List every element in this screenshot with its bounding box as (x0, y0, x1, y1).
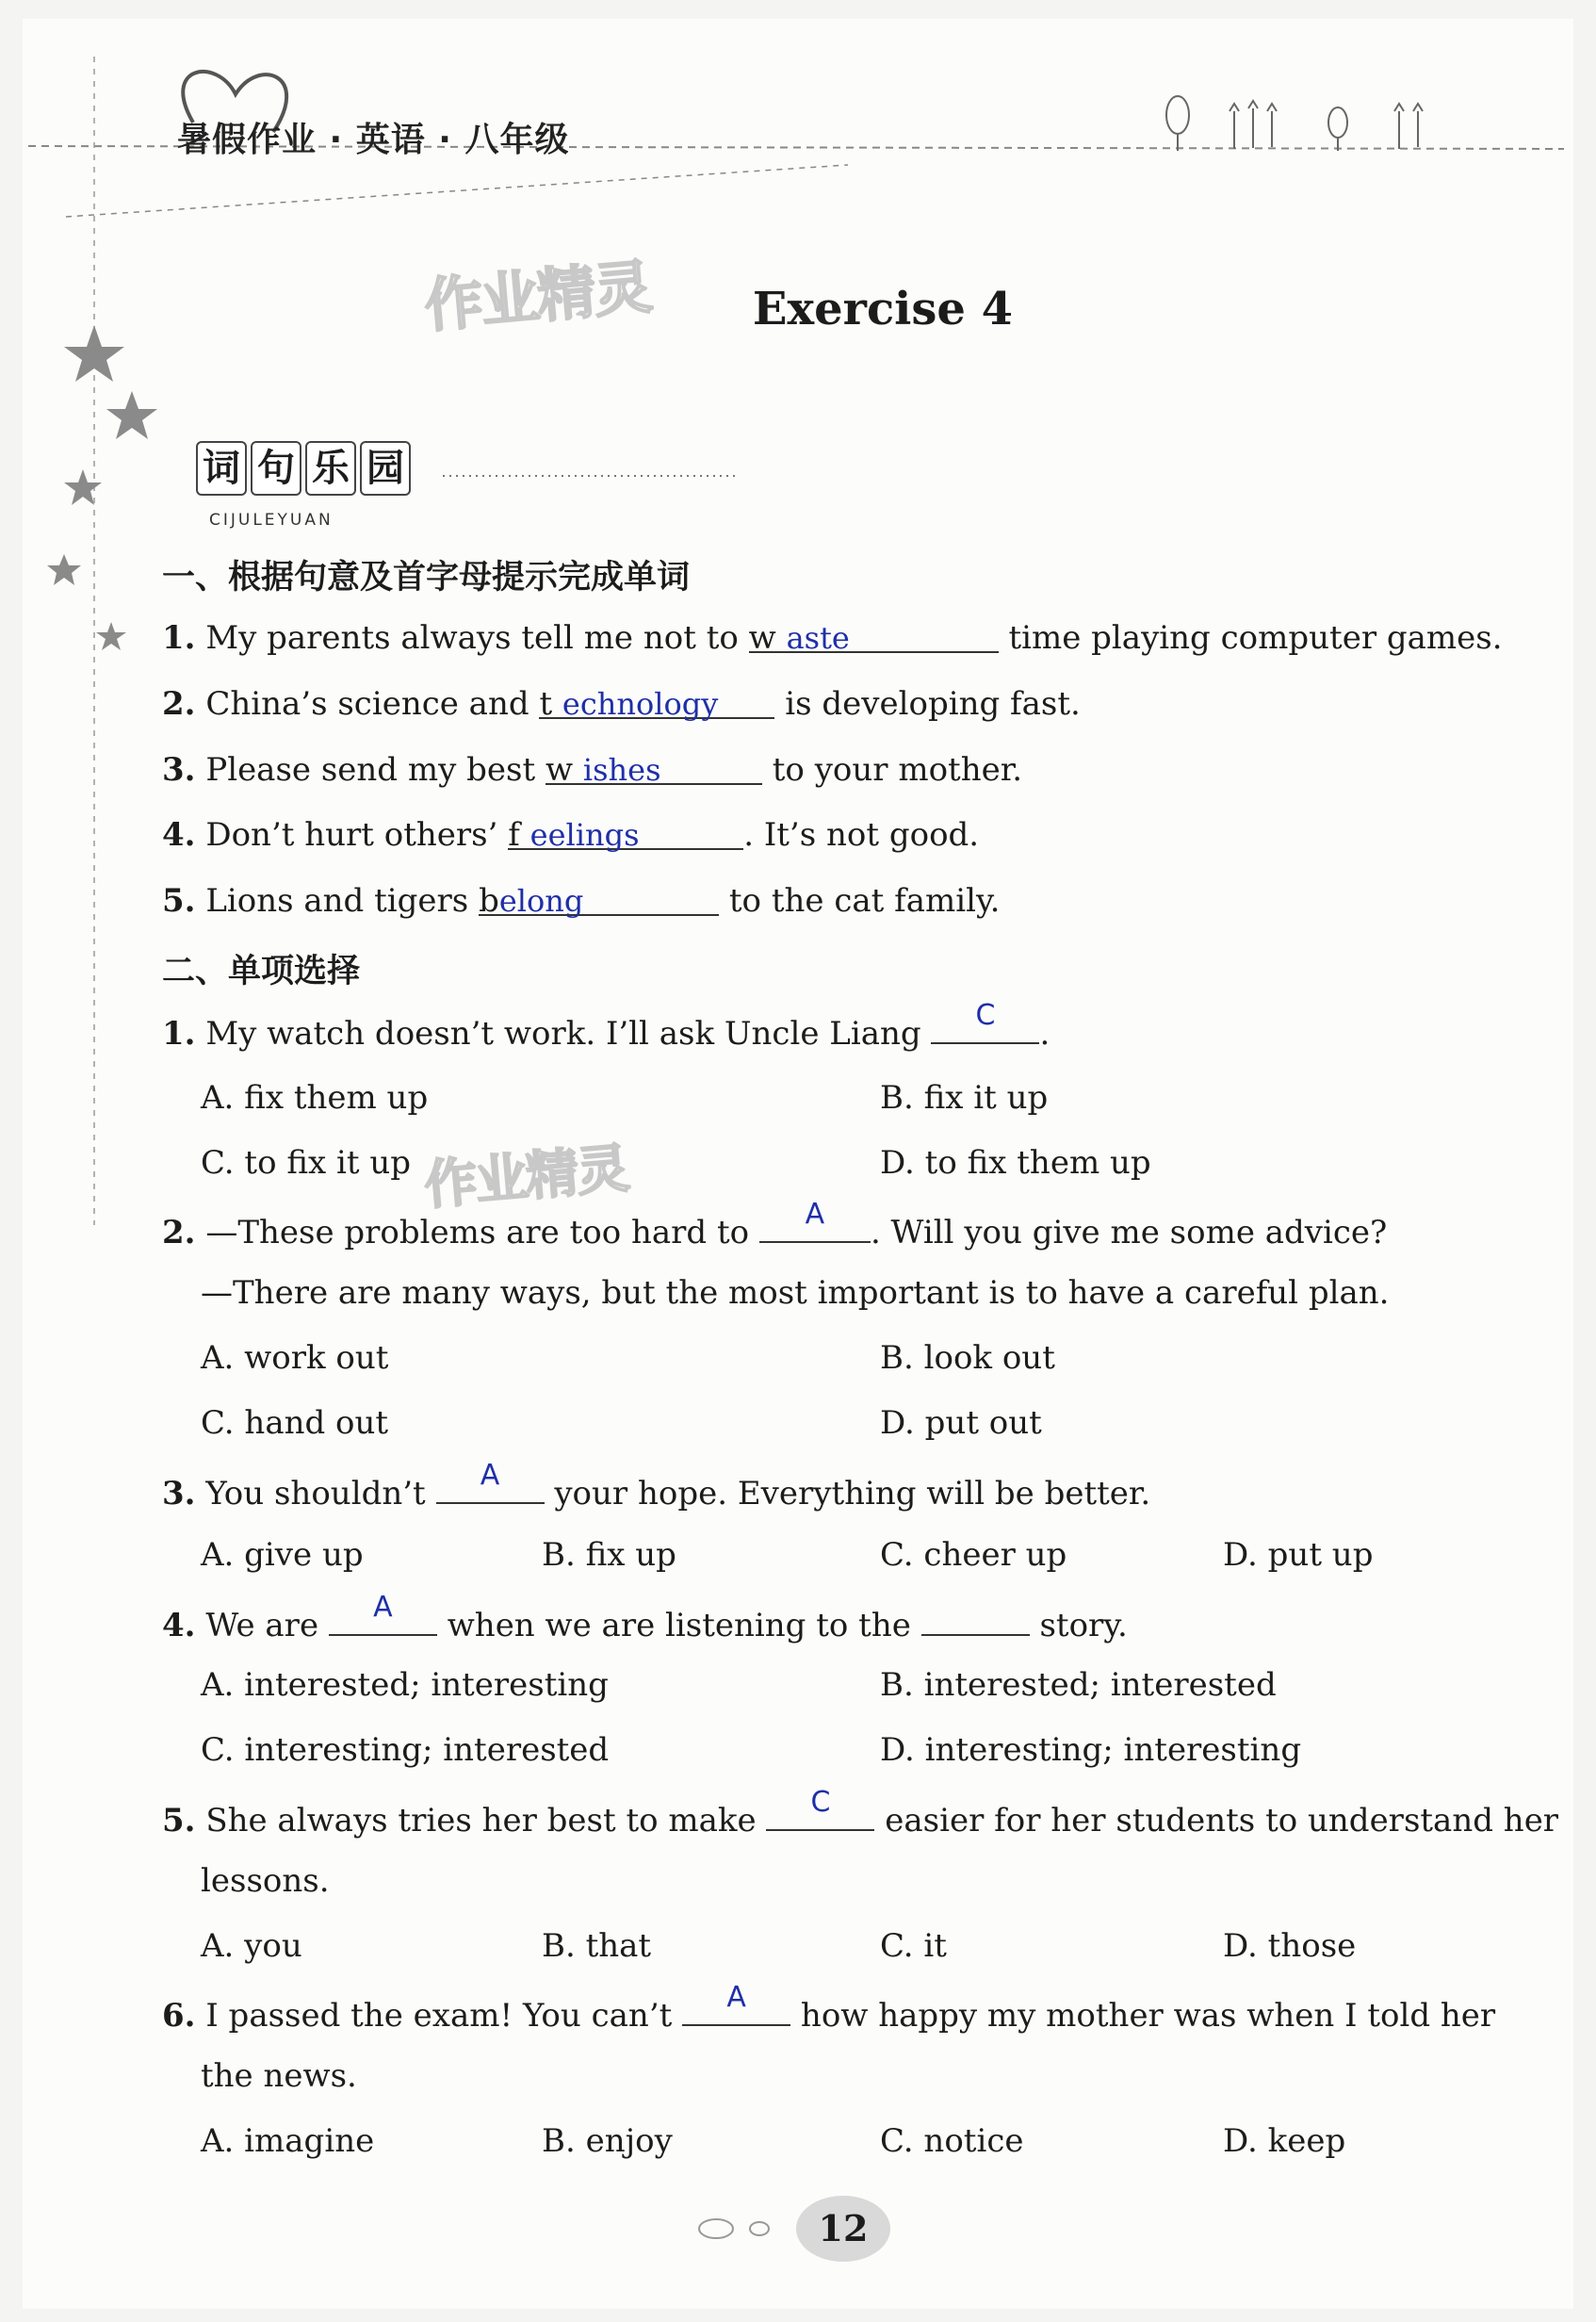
option-b[interactable]: B. fix it up (880, 1079, 1049, 1117)
section-banner (196, 441, 415, 496)
mc-question-3 (162, 1459, 1151, 1513)
question-text: I passed the exam! You can’t (205, 1997, 673, 2035)
option-b[interactable]: B. interested; interested (880, 1666, 1277, 1704)
fill-item-3 (162, 751, 1022, 789)
answer-mark: C (810, 1786, 831, 1819)
section-pinyin: CIJULEYUAN (209, 511, 334, 530)
watermark: 作业精灵 (421, 1137, 630, 1218)
question-text-line2: —There are many ways, but the most important is to have a careful plan. (201, 1274, 1390, 1312)
answer-blank[interactable] (508, 816, 743, 854)
item-text: to your mother. (772, 751, 1023, 789)
question-text-line2: the news. (201, 2057, 357, 2095)
question-text: when we are listening to the (447, 1607, 911, 1644)
mc-question-1 (162, 999, 1050, 1053)
option-a[interactable]: A. give up (201, 1536, 364, 1574)
filled-answer: eelings (529, 817, 640, 853)
option-a[interactable]: A. interested; interesting (201, 1666, 609, 1704)
answer-blank[interactable] (931, 999, 1039, 1044)
section-char: 词 (196, 441, 247, 496)
option-c[interactable]: C. it (880, 1927, 947, 1965)
tree-icon (1166, 96, 1423, 151)
option-c[interactable]: C. interesting; interested (201, 1731, 610, 1769)
answer-blank[interactable] (748, 619, 999, 657)
item-number: 5. (162, 882, 196, 920)
option-b[interactable]: B. enjoy (542, 2122, 673, 2160)
option-c[interactable]: C. notice (880, 2122, 1024, 2160)
item-text: My parents always tell me not to (205, 619, 739, 657)
question-text: your hope. Everything will be better. (554, 1475, 1151, 1513)
option-d[interactable]: D. interesting; interesting (880, 1731, 1302, 1769)
mc-question-4 (162, 1591, 1128, 1644)
item-number: 4. (162, 816, 196, 854)
first-letter: w (545, 751, 574, 789)
question-number: 4. (162, 1607, 196, 1644)
answer-blank[interactable] (436, 1459, 545, 1504)
option-b[interactable]: B. look out (880, 1339, 1055, 1377)
header-title: 暑假作业 · 英语 · 八年级 (177, 121, 570, 159)
question-text-line2: lessons. (201, 1862, 330, 1900)
option-b[interactable]: B. that (542, 1927, 652, 1965)
question-text: easier for her students to understand her (885, 1802, 1559, 1840)
option-a[interactable]: A. work out (201, 1339, 389, 1377)
option-d[interactable]: D. keep (1223, 2122, 1346, 2160)
page-number: 12 (796, 2196, 890, 2262)
option-a[interactable]: A. fix them up (201, 1079, 429, 1117)
part2-heading: 二、单项选择 (162, 953, 361, 990)
answer-blank[interactable] (539, 685, 774, 723)
option-c[interactable]: C. hand out (201, 1404, 389, 1442)
fill-item-2 (162, 685, 1081, 723)
item-number: 1. (162, 619, 196, 657)
question-text: . Will you give me some advice? (870, 1214, 1388, 1251)
item-text: to the cat family. (728, 882, 1001, 920)
mc-question-5 (162, 1786, 1559, 1840)
first-letter: t (539, 685, 553, 723)
exercise-title-text: Exercise 4 (752, 283, 1014, 335)
answer-blank[interactable] (921, 1602, 1030, 1636)
option-d[interactable]: D. those (1223, 1927, 1357, 1965)
answer-blank[interactable] (766, 1786, 874, 1831)
fill-item-5 (162, 882, 1000, 920)
item-text: Lions and tigers (205, 882, 469, 920)
answer-blank[interactable] (682, 1981, 790, 2026)
question-text: We are (205, 1607, 319, 1644)
filled-answer: elong (498, 883, 584, 919)
star-icon (47, 325, 157, 650)
item-number: 2. (162, 685, 196, 723)
question-text: story. (1039, 1607, 1128, 1644)
filled-answer: aste (786, 620, 850, 656)
answer-mark: C (975, 999, 996, 1032)
item-text: . It’s not good. (743, 816, 980, 854)
answer-mark: A (805, 1198, 825, 1231)
item-text: China’s science and (205, 685, 529, 723)
question-number: 1. (162, 1015, 196, 1053)
item-text: Don’t hurt others’ (205, 816, 498, 854)
option-d[interactable]: D. to fix them up (880, 1144, 1151, 1182)
question-text: how happy my mother was when I told her (800, 1997, 1496, 2035)
filled-answer: echnology (562, 686, 719, 722)
first-letter: b (479, 882, 499, 920)
question-text: You shouldn’t (205, 1475, 426, 1513)
answer-mark: A (373, 1591, 393, 1624)
answer-mark: A (480, 1459, 500, 1492)
option-b[interactable]: B. fix up (542, 1536, 676, 1574)
option-c[interactable]: C. cheer up (880, 1536, 1067, 1574)
question-text: —These problems are too hard to (205, 1214, 750, 1251)
option-a[interactable]: A. imagine (201, 2122, 375, 2160)
answer-mark: A (726, 1981, 746, 2014)
fill-item-4 (162, 816, 979, 854)
section-char: 乐 (305, 441, 356, 496)
mc-question-2 (162, 1198, 1388, 1251)
option-c[interactable]: C. to fix it up (201, 1144, 412, 1182)
item-text: time playing computer games. (1008, 619, 1503, 657)
page-number-dots (699, 2219, 769, 2238)
exercise-title (0, 283, 1596, 335)
fill-item-1 (162, 619, 1503, 657)
answer-blank[interactable] (329, 1591, 437, 1636)
answer-blank[interactable] (479, 882, 719, 920)
question-number: 5. (162, 1802, 196, 1840)
mc-question-6 (162, 1981, 1496, 2035)
question-number: 6. (162, 1997, 196, 2035)
answer-blank[interactable] (545, 751, 762, 789)
question-text: . (1039, 1015, 1050, 1053)
part1-heading: 一、根据句意及首字母提示完成单词 (162, 559, 691, 597)
answer-blank[interactable] (759, 1198, 871, 1243)
first-letter: w (748, 619, 776, 657)
option-a[interactable]: A. you (201, 1927, 302, 1965)
question-text: My watch doesn’t work. I’ll ask Uncle Liang (205, 1015, 921, 1053)
first-letter: f (508, 816, 520, 854)
question-number: 3. (162, 1475, 196, 1513)
item-text: Please send my best (205, 751, 536, 789)
option-d[interactable]: D. put up (1223, 1536, 1374, 1574)
question-text: She always tries her best to make (205, 1802, 757, 1840)
question-number: 2. (162, 1214, 196, 1251)
watermark: 作业精灵 (421, 252, 654, 341)
option-d[interactable]: D. put out (880, 1404, 1042, 1442)
item-text: is developing fast. (785, 685, 1081, 723)
item-number: 3. (162, 751, 196, 789)
section-char: 园 (360, 441, 411, 496)
section-char: 句 (251, 441, 301, 496)
filled-answer: ishes (582, 752, 661, 788)
